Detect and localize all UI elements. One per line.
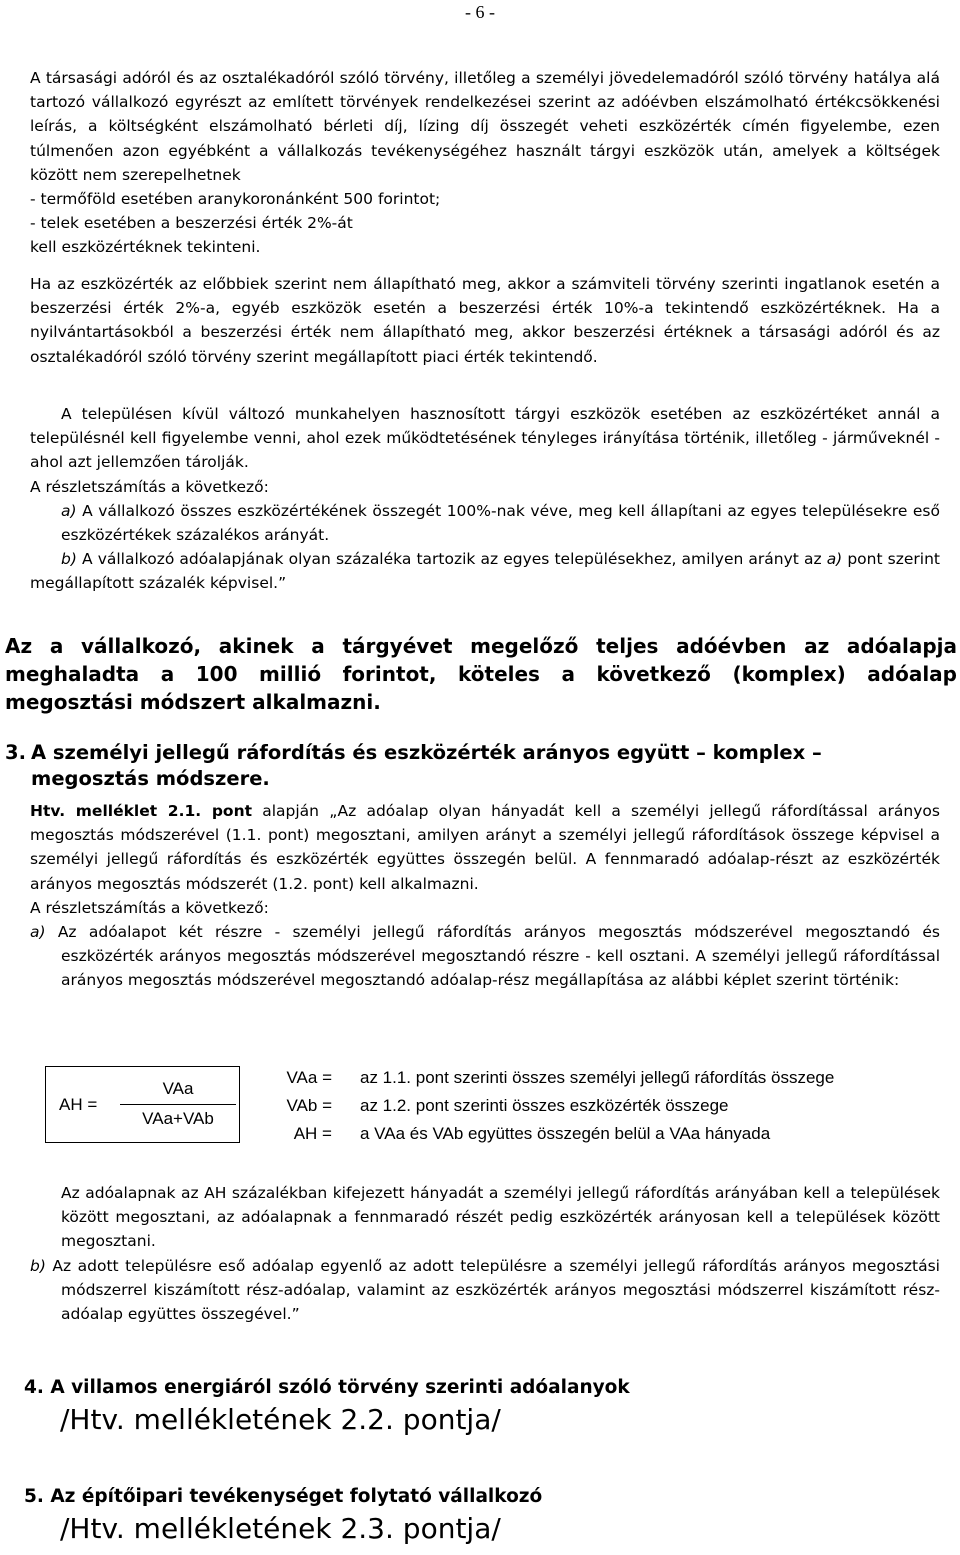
detail-1-b-text-1: A vállalkozó adóalapjának olyan százaléka tartozik az egyes településekhez, amilyen arányt az: [76, 550, 827, 569]
detail-1-b-marker: b): [61, 550, 77, 569]
definition-value: az 1.1. pont szerinti összes személyi jellegű ráfordítás összege: [360, 1068, 835, 1087]
formula-denominator: VAa+VAb: [142, 1109, 214, 1128]
section-3-a-text: Az adóalapot két részre - személyi jellegű ráfordítás arányos megosztás módszerével megosztandó és eszközérték arányos megosztás módszerével megosztandó részre - kell osztani. A személyi jellegű ráfordítással arányos megosztás módszerével megosztandó adóalap-rész megállapítása az alábbi képlet szerint történik:: [45, 923, 940, 990]
section-3-a-marker: a): [30, 923, 46, 942]
paragraph-2: [30, 272, 940, 369]
intro-block: [30, 66, 940, 260]
after-formula-paragraph: Az adóalapnak az AH százalékban kifejezett hányadát a személyi jellegű ráfordítás arányában kell a települések között megosztani, az adóalapnak a fennmaradó részét pedig eszközérték arányosan kell a települések között megosztani.: [61, 1184, 940, 1251]
section-3-ref-bold: Htv. melléklet 2.1. pont: [30, 802, 253, 820]
paragraph-2-text: Ha az eszközérték az előbbiek szerint nem állapítható meg, akkor a számviteli törvény szerinti ingatlanok esetén a beszerzési érték 2%-a, egyéb eszközök esetén a beszerzési érték 10%-a tekintendő eszközértéknek. Ha a nyilvántartásokból a beszerzési érték nem állapítható meg, akkor beszerzési értéknek a társasági adóról és az osztalékadóról szóló törvény szerint megállapított piaci érték tekintendő.: [30, 275, 940, 366]
section-3-item-a: [30, 920, 940, 993]
detail-1-item-b: [30, 547, 940, 595]
detail-1-b-text-2: pont szerint megállapított százalék képvisel.”: [30, 550, 940, 593]
section-3-after-formula: [30, 1181, 940, 1326]
section-3-title-line1: A személyi jellegű ráfordítás és eszközérték arányos együtt – komplex –: [31, 741, 822, 764]
paragraph-3-block: [30, 402, 940, 596]
page-number: - 6 -: [465, 2, 495, 22]
formula-lhs: AH =: [59, 1095, 98, 1114]
detail-1-a-text: A vállalkozó összes eszközértékének összegét 100%-nak véve, meg kell állapítani az egyes településekre eső eszközértékek százalékos arányát.: [61, 501, 940, 545]
fraction-bar: [120, 1104, 236, 1105]
section-3-title-line2: megosztás módszere.: [31, 767, 270, 790]
section-3-reference-paragraph: [30, 799, 940, 896]
detail-1-b-marker-2: a): [826, 550, 843, 569]
paragraph-3: A településen kívül változó munkahelyen hasznosított tárgyi eszközök esetében az eszközértéket annál a településnél kell figyelembe venni, ahol ezek működtetésének tényleges irányítása történik, illetőleg - járműveknél - ahol azt jellemzően tárolják.: [30, 405, 940, 472]
section-3-body: [30, 799, 940, 993]
definition-value: a VAa és VAb együttes összegén belül a VAa hányada: [360, 1124, 771, 1143]
section-5-reference: /Htv. mellékletének 2.3. pontja/: [60, 1512, 501, 1545]
section-3-b-marker: b): [30, 1256, 46, 1275]
paragraph-2-block: [30, 272, 940, 369]
formula-box: [45, 1066, 240, 1143]
intro-item-termofold: - termőföld esetében aranykoronánként 500 forintot;: [30, 190, 441, 209]
intro-item-telek: - telek esetében a beszerzési érték 2%-át: [30, 214, 353, 233]
detail-1-item-a: [30, 499, 940, 547]
formula-numerator: VAa: [162, 1079, 194, 1098]
definition-key: VAa =: [286, 1068, 332, 1087]
section-3-number: 3.: [5, 741, 26, 764]
section-4-title: 4. A villamos energiáról szóló törvény szerinti adóalanyok: [24, 1377, 630, 1398]
intro-paragraph: A társasági adóról és az osztalékadóról szóló törvény, illetőleg a személyi jövedelemadóról szóló törvény hatálya alá tartozó vállalkozó egyrészt az említett törvények rendelkezései szerint az adóévben elszámolható értékcsökkenési leírás, a költségként elszámolható bérleti díj, lízing díj összegét veheti eszközérték címén figyelembe, ezen túlmenően azon egyébként a vállalkozás tevékenységéhez használt tárgyi eszközök után, amelyek a költségek között nem szerepelhetnek: [30, 69, 940, 184]
section-3-heading: [5, 740, 960, 792]
intro-conclusion: kell eszközértéknek tekinteni.: [30, 238, 261, 257]
detail-1-a-marker: a): [61, 501, 77, 520]
definition-key: VAb =: [286, 1096, 332, 1115]
section-3-item-b: [30, 1254, 940, 1327]
bold-statement: Az a vállalkozó, akinek a tárgyévet megelőző teljes adóévben az adóalapja meghaladta a 100 millió forintot, köteles a következő (komplex) adóalap megosztási módszert alkalmazni.: [5, 634, 957, 714]
section-3-b-text: Az adott településre eső adóalap egyenlő az adott településre a személyi jellegű ráfordítás arányos megosztási módszerrel kiszámított rész-adóalap, valamint az eszközérték arányos megosztási módszerrel kiszámított rész-adóalap együttes összegével.”: [45, 1256, 940, 1324]
section-3-detail-heading: A részletszámítás a következő:: [30, 898, 269, 917]
section-3-ref-text: alapján „Az adóalap olyan hányadát kell a személyi jellegű ráfordítással arányos megosztás módszerével (1.1. pont) megosztani, amilyen arányt a személyi jellegű ráfordítások összege képvisel a személyi jellegű ráfordítás és eszközérték együttes összegén belül. A fennmaradó adóalap-részt az eszközérték arányos megosztás módszerét (1.2. pont) kell alkalmazni.: [30, 802, 940, 893]
definition-key: AH =: [293, 1124, 332, 1143]
detail-1-heading: A részletszámítás a következő:: [30, 477, 269, 496]
section-4-reference: /Htv. mellékletének 2.2. pontja/: [60, 1403, 501, 1436]
definition-value: az 1.2. pont szerinti összes eszközérték összege: [360, 1096, 729, 1115]
section-5-title: 5. Az építőipari tevékenységet folytató vállalkozó: [24, 1486, 543, 1507]
